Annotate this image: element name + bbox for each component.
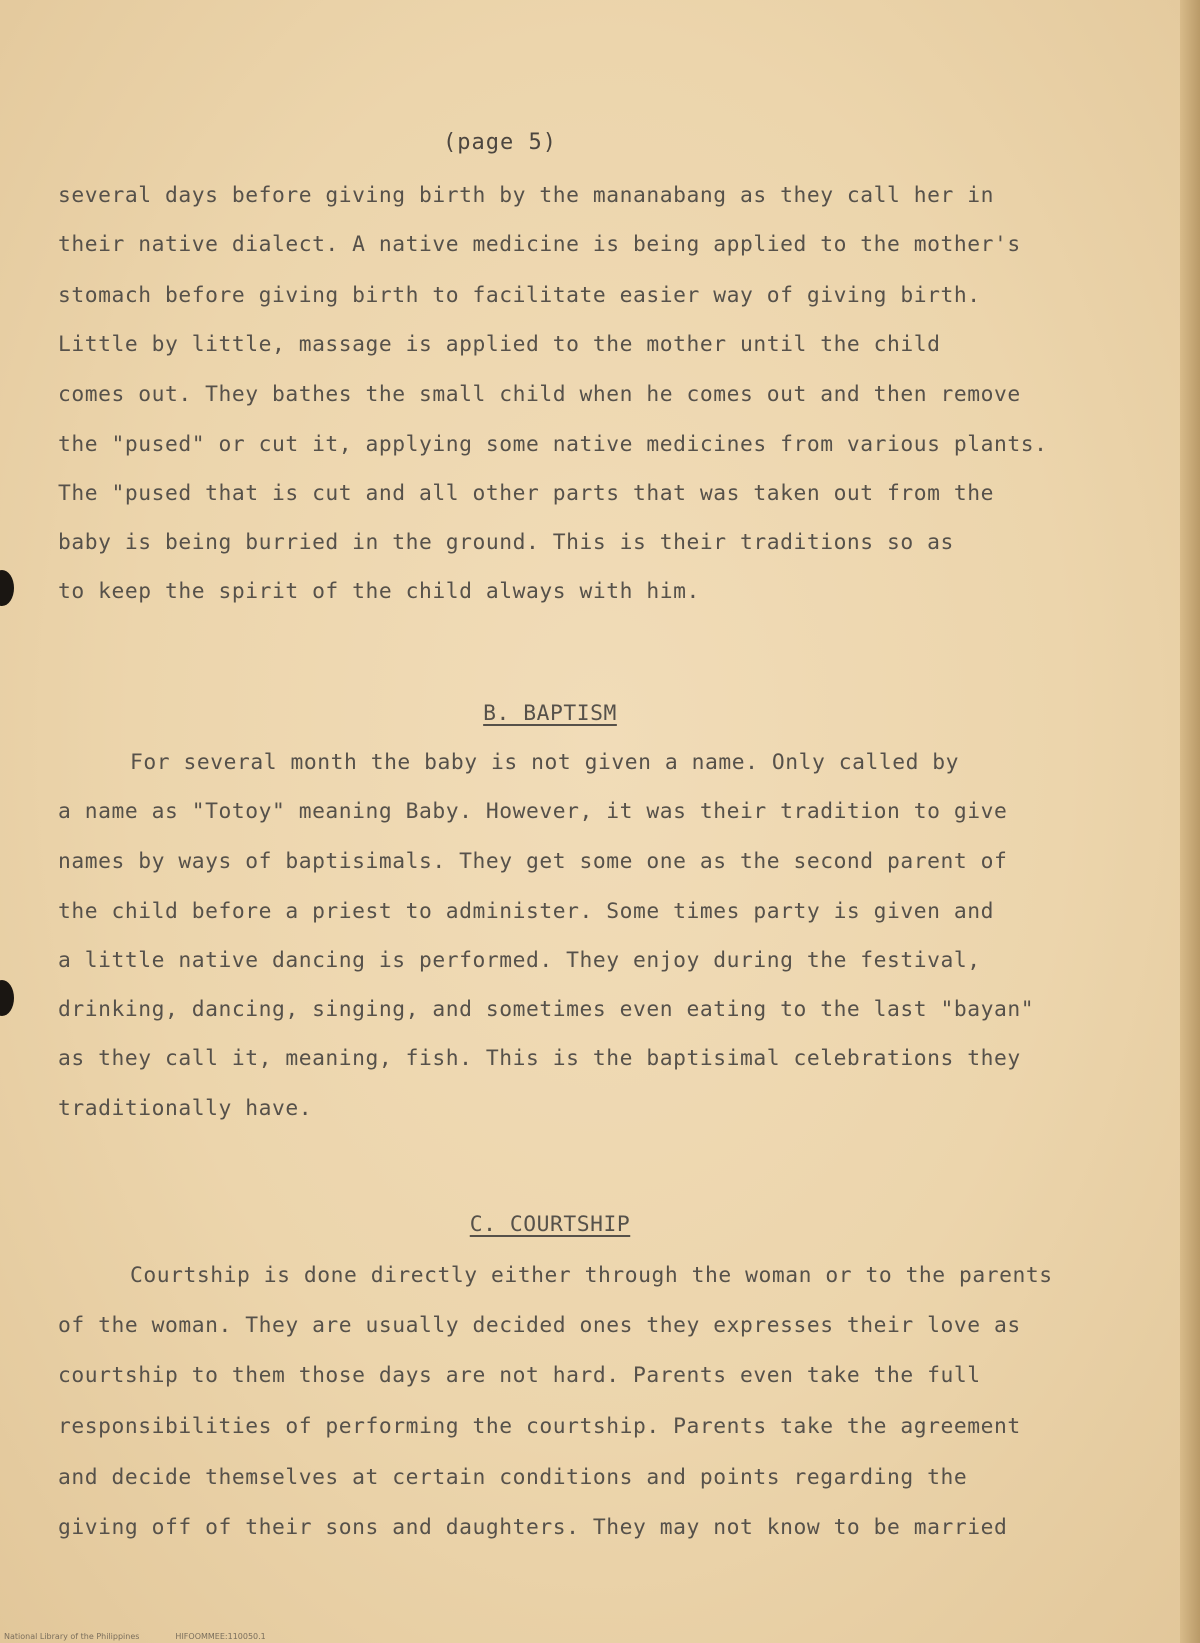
text-line: traditionally have.: [58, 1096, 313, 1121]
punch-hole: [0, 570, 14, 606]
text-line: giving off of their sons and daughters. They may not know to be married: [58, 1515, 1008, 1540]
text-line: and decide themselves at certain conditions and points regarding the: [58, 1465, 968, 1490]
text-line: Little by little, massage is applied to the mother until the child: [58, 332, 941, 357]
archive-footer: [4, 1632, 302, 1641]
text-line: baby is being burried in the ground. This is their traditions so as: [58, 530, 954, 555]
text-line: drinking, dancing, singing, and sometimes even eating to the last "bayan": [58, 997, 1035, 1022]
text-line: comes out. They bathes the small child when he comes out and then remove: [58, 382, 1021, 407]
text-line: as they call it, meaning, fish. This is the baptisimal celebrations they: [58, 1046, 1021, 1071]
text-line: their native dialect. A native medicine is being applied to the mother's: [58, 232, 1021, 257]
text-line: the "pused" or cut it, applying some native medicines from various plants.: [58, 432, 1048, 457]
text-line: courtship to them those days are not hard. Parents even take the full: [58, 1363, 981, 1388]
footer-library: National Library of the Philippines: [4, 1632, 140, 1641]
punch-hole: [0, 980, 14, 1016]
paper-edge: [1180, 0, 1200, 1643]
text-line: to keep the spirit of the child always with him.: [58, 579, 700, 604]
section-heading-baptism: B. BAPTISM: [483, 701, 617, 726]
text-line: several days before giving birth by the mananabang as they call her in: [58, 183, 995, 208]
text-line: a name as "Totoy" meaning Baby. However, it was their tradition to give: [58, 799, 1008, 824]
text-line: stomach before giving birth to facilitate easier way of giving birth.: [58, 283, 981, 308]
footer-id: HIFOOMMEE:110050.1: [175, 1632, 266, 1641]
text-line: names by ways of baptisimals. They get some one as the second parent of: [58, 849, 1008, 874]
page-number: (page 5): [443, 130, 557, 155]
text-line: a little native dancing is performed. They enjoy during the festival,: [58, 948, 981, 973]
text-line: Courtship is done directly either through the woman or to the parents: [130, 1263, 1053, 1288]
text-line: For several month the baby is not given a name. Only called by: [130, 750, 960, 775]
section-heading-courtship: C. COURTSHIP: [469, 1212, 631, 1237]
text-line: the child before a priest to administer. Some times party is given and: [58, 899, 995, 924]
text-line: The "pused that is cut and all other parts that was taken out from the: [58, 481, 995, 506]
text-line: of the woman. They are usually decided ones they expresses their love as: [58, 1313, 1021, 1338]
text-line: responsibilities of performing the courtship. Parents take the agreement: [58, 1414, 1021, 1439]
